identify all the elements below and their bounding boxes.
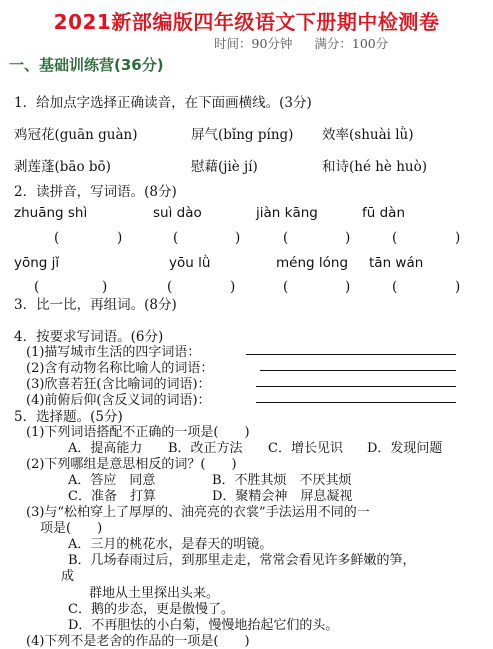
q3-stem: 3．比一比，再组词。(8分)	[14, 297, 177, 313]
q5-sub3-option-b: B．几场春雨过后，到那里走走，常常会看见许多鲜嫩的笋，	[68, 553, 416, 568]
q2-pinyin-2: suì dào	[153, 205, 202, 221]
q5-sub3-option-a: A．三月的桃花水，是春天的明镜。	[68, 537, 273, 552]
q4-item-1-text: (1)描写城市生活的四字词语：	[26, 345, 201, 360]
answer-paren-open: (	[392, 279, 398, 295]
q5-sub1-option-d: D．发现问题	[367, 441, 443, 456]
exam-title: 2021新部编版四年级语文下册期中检测卷	[53, 10, 440, 34]
q4-item-4-text: (4)前俯后仰(含反义词的词语)：	[26, 393, 211, 408]
answer-paren-close: )	[235, 230, 241, 246]
answer-paren-open: (	[54, 230, 60, 246]
answer-paren-open: (	[283, 279, 289, 295]
q5-sub2-option-b: B．不胜其烦 不厌其烦	[212, 473, 352, 488]
q5-sub3-option-c: C．鹅的步态，更是傲慢了。	[68, 602, 234, 617]
answer-paren-open: (	[283, 230, 289, 246]
q5-sub1-option-c: C．增长见识	[268, 441, 343, 456]
time-label: 时间：90分钟	[214, 36, 293, 51]
answer-paren-close: )	[230, 279, 236, 295]
q4-item-3-text: (3)欣喜若狂(含比喻词的词语)：	[26, 377, 211, 392]
q5-sub3-text-cont: 项是( )	[40, 521, 103, 536]
q4-item-2-text: (2)含有动物名称比喻人的词语：	[26, 361, 214, 376]
q5-stem: 5．选择题。(5分)	[14, 409, 123, 425]
answer-paren-open: (	[34, 279, 40, 295]
q2-pinyin-8: tān wán	[369, 255, 424, 271]
q5-sub2-option-a: A．答应 同意	[68, 473, 156, 488]
q5-sub1-option-a: A．提高能力	[68, 441, 143, 456]
answer-paren-close: )	[455, 279, 461, 295]
q1-item-6: 和诗(hé hè huò)	[322, 159, 428, 175]
answer-paren-close: )	[345, 230, 351, 246]
q4-stem: 4．按要求写词语。(6分)	[14, 329, 164, 345]
q2-pinyin-4: fū dàn	[362, 205, 405, 221]
q5-sub3-option-d: D．不再胆怯的小白菊，慢慢地抬起它们的头。	[68, 618, 339, 633]
q2-pinyin-6: yōu lǜ	[169, 255, 211, 271]
q5-sub3-option-b-cont: 群地从土里探出头来。	[89, 586, 220, 601]
q1-item-3: 效率(shuài lǜ)	[322, 127, 414, 143]
q2-pinyin-7: méng lóng	[276, 255, 349, 271]
q2-pinyin-1: zhuāng shì	[14, 205, 88, 221]
answer-paren-close: )	[102, 279, 108, 295]
answer-paren-open: (	[173, 230, 179, 246]
q5-sub3-text: (3)与“松柏穿上了厚厚的、油亮亮的衣裳”手法运用不同的一	[26, 505, 370, 520]
q5-sub3-option-b-wrap: 成	[61, 569, 75, 584]
q2-pinyin-3: jiàn kāng	[256, 205, 318, 221]
q4-answer-line-2[interactable]	[260, 358, 456, 371]
answer-paren-open: (	[392, 230, 398, 246]
q2-stem: 2．读拼音，写词语。(8分)	[14, 184, 177, 200]
q1-stem: 1．给加点字选择正确读音，在下面画横线。(3分)	[14, 95, 312, 111]
q5-sub2-option-d: D．聚精会神 屏息凝视	[212, 489, 353, 504]
q5-sub2-text: (2)下列哪组是意思相反的词？( )	[26, 457, 237, 472]
q5-sub1-text: (1)下列词语搭配不正确的一项是( )	[26, 425, 250, 440]
q4-answer-line-3[interactable]	[256, 374, 456, 387]
answer-paren-open: (	[167, 279, 173, 295]
q5-sub1-option-b: B．改正方法	[168, 441, 243, 456]
q4-answer-line-4[interactable]	[256, 390, 456, 403]
section-1-title: 一、基础训练营(36分)	[9, 56, 164, 74]
exam-subtitle	[214, 34, 388, 52]
answer-paren-close: )	[455, 230, 461, 246]
score-label: 满分：100分	[314, 36, 389, 51]
q1-item-2: 屏气(bǐng píng)	[191, 127, 294, 143]
q5-sub4-text: (4)下列不是老舍的作品的一项是( )	[26, 634, 250, 649]
q1-item-1: 鸡冠花(guān guàn)	[14, 127, 138, 143]
q5-sub2-option-c: C．准备 打算	[68, 489, 156, 504]
answer-paren-close: )	[345, 279, 351, 295]
q2-pinyin-5: yōng jǐ	[14, 255, 60, 271]
q4-answer-line-1[interactable]	[246, 342, 456, 355]
q1-item-5: 慰藉(jiè jí)	[191, 159, 258, 175]
answer-paren-close: )	[117, 230, 123, 246]
q1-item-4: 剥莲蓬(bāo bō)	[14, 159, 111, 175]
